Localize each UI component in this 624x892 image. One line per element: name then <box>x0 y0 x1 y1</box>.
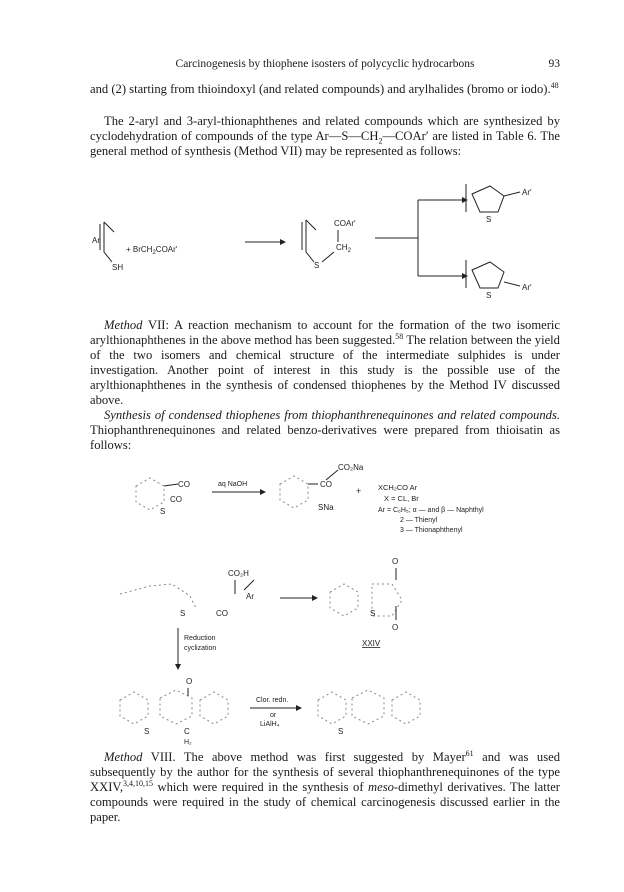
aryl-definition: Ar = C₆H₅; α — and β — Naphthyl <box>378 507 484 514</box>
reduction-arrowhead <box>175 664 181 670</box>
subscript-2: 2 <box>378 136 383 146</box>
bottom-product-ar-label: Ar′ <box>522 283 532 292</box>
running-title: Carcinogenesis by thiophene isosters of polycyclic hydrocarbons <box>175 58 475 70</box>
quinone-benzo-ring <box>330 584 358 616</box>
scheme-method-vii <box>0 182 624 307</box>
quinone-s-label: S <box>370 609 376 618</box>
anthrone-h2-label: H₂ <box>184 739 192 746</box>
reagent-label: + BrCH$_2$COAr′ <box>126 245 178 256</box>
ketoacid-s-label: S <box>180 609 186 618</box>
top-product-ar-label: Ar′ <box>522 188 532 197</box>
intermediate-coar-label: COAr′ <box>334 219 356 228</box>
paragraph-5-text-c: which were required in the synthesis of <box>153 780 369 794</box>
top-product-s-label: S <box>486 215 492 224</box>
product-left-ring <box>318 692 346 724</box>
anthrone-c-label: C <box>184 727 190 736</box>
paragraph-5-text-d: -dimethyl derivatives. The latter compounds were required in the study of chemical carcinogenesis discussed earlier in the paper. <box>90 780 560 824</box>
aryl-option-thienyl: 2 — Thienyl <box>400 517 438 524</box>
product-s-label: S <box>338 727 344 736</box>
salt-benzo-ring <box>280 476 308 508</box>
ketone-o-label: O <box>186 677 193 686</box>
paragraph-2-text-b: —COAr′ are listed in Table 6. The general method of synthesis (Method VII) may be represented as follows: <box>90 129 560 158</box>
method-vii-label: Method <box>104 318 143 332</box>
naoh-reagent-label: aq NaOH <box>218 481 248 488</box>
compound-label-xxiv: XXIV <box>362 639 381 648</box>
branch-bottom-arrowhead <box>462 273 468 279</box>
bottom-product-s-label: S <box>486 291 492 300</box>
quinone-o-top: O <box>392 557 399 566</box>
cyclization-arrowhead <box>312 595 318 601</box>
clemmensen-reagent: Clor. redn. <box>256 697 289 704</box>
paragraph-2-text-a: The 2-aryl and 3-aryl-thionaphthenes and related compounds which are synthesized by cyclodehydration of compounds of the type Ar—S—CH <box>90 114 560 143</box>
aryl-option-thionaphthenyl: 3 — Thionaphthenyl <box>400 527 463 534</box>
reference-48: 48 <box>550 80 559 90</box>
paragraph-3-text-b: The relation between the yield of the two isomers and chemical structure of the intermediate sulphides is under investigation. Another point of interest in this study is the possible use of the arylthionaphthenes in the synthesis of condensed thiophenes by the Method IV discussed above. <box>90 333 560 407</box>
bottom-product-ar-bond <box>504 282 520 286</box>
scheme-2-plus: + <box>356 486 362 496</box>
ketoacid-ar-bond <box>244 580 254 590</box>
paragraph-3-text-a: A reaction mechanism to account for the formation of the two isomeric arylthionaphthenes in the above method has been suggested. <box>90 318 561 347</box>
naoh-arrowhead <box>260 489 266 495</box>
scheme-thioisatin <box>0 456 624 688</box>
method-vii-number: VII: <box>147 318 169 332</box>
intermediate-s-label: S <box>314 261 320 270</box>
thioisatin-co-bond <box>164 484 178 486</box>
reactant-ar-label: Ar <box>92 236 100 245</box>
ketoacid-co-label: CO <box>216 609 228 618</box>
thioisatin-s-label: S <box>160 507 166 516</box>
anthrone-central-ring <box>160 690 192 724</box>
quinone-o-bottom: O <box>392 623 399 632</box>
thioisatin-co-bottom: CO <box>170 495 182 504</box>
scheme-1-diagram <box>0 182 624 307</box>
paragraph-5 <box>90 750 560 825</box>
meso-italic: meso <box>368 780 394 794</box>
branch-top-arrowhead <box>462 197 468 203</box>
anthrone-left-ring <box>120 692 148 724</box>
intermediate-s-ch2-bond <box>322 252 334 262</box>
paragraph-4-text: Thiophanthrenequinones and related benzo-derivatives were prepared from thioisatin as follows: <box>90 423 560 452</box>
product-right-ring <box>392 692 420 724</box>
scheme-3-diagram <box>0 688 624 748</box>
ketoacid-co2h-label: CO₂H <box>228 569 249 578</box>
references-3-4-10-15: 3,4,10,15 <box>123 778 154 788</box>
haloketone-formula: XCH₂CO Ar <box>378 483 418 492</box>
paragraph-5-text-a: VIII. The above method was first suggested by Mayer <box>142 750 466 764</box>
scheme-anthrone-reduction <box>0 688 624 748</box>
thioisatin-benzo-ring <box>136 478 164 510</box>
bottom-product-thiophene-ring <box>472 262 504 288</box>
paragraph-1 <box>90 82 560 97</box>
scheme-2-diagram <box>0 456 624 688</box>
page-number: 93 <box>548 58 560 70</box>
ketoacid-framework <box>120 584 196 608</box>
reactant-top-bond <box>104 222 114 232</box>
ketoacid-ar-label: Ar <box>246 592 254 601</box>
reference-61: 61 <box>465 748 474 758</box>
section-heading-condensed-thiophenes: Synthesis of condensed thiophenes from thiophanthrenequinones and related compounds. <box>104 408 560 422</box>
paragraph-5-text-b: and was used subsequently by the author for the synthesis of several thiophanthrenequinones of the type XXIV, <box>90 750 560 794</box>
anthrone-right-ring <box>200 692 228 724</box>
reduction-label: Reduction <box>184 635 216 642</box>
intermediate-ch2-label: $CH_2$ <box>336 243 351 254</box>
final-reduction-arrowhead <box>296 705 302 711</box>
intermediate-top-bond <box>306 220 316 230</box>
lialh4-reagent: LiAlH₄ <box>260 721 280 728</box>
paragraph-2 <box>90 114 560 159</box>
method-viii-label: Method <box>104 750 143 764</box>
salt-co2na-label: CO₂Na <box>338 463 364 472</box>
quinone-central-ring <box>372 584 402 616</box>
reference-58: 58 <box>395 331 404 341</box>
cyclization-label: cyclization <box>184 645 217 652</box>
anthrone-s-label: S <box>144 727 150 736</box>
salt-co-label: CO <box>320 480 332 489</box>
paragraph-3 <box>90 318 560 408</box>
halogen-definition: X = CL, Br <box>384 494 419 503</box>
top-product-thiophene-ring <box>472 186 504 212</box>
reagent-or-label: or <box>270 712 277 719</box>
salt-co2na-bond <box>326 470 338 480</box>
product-central-ring <box>352 690 384 724</box>
paragraph-1-text: and (2) starting from thioindoxyl (and related compounds) and arylhalides (bromo or iodo). <box>90 82 551 96</box>
reactant-sh-label: SH <box>112 263 124 272</box>
reactant-ring-bonds <box>104 222 112 262</box>
thioisatin-co-top: CO <box>178 480 190 489</box>
salt-sna-label: SNa <box>318 503 334 512</box>
top-product-ar-bond <box>504 192 520 196</box>
reaction-arrow-1-head <box>280 239 286 245</box>
paragraph-4 <box>90 408 560 453</box>
